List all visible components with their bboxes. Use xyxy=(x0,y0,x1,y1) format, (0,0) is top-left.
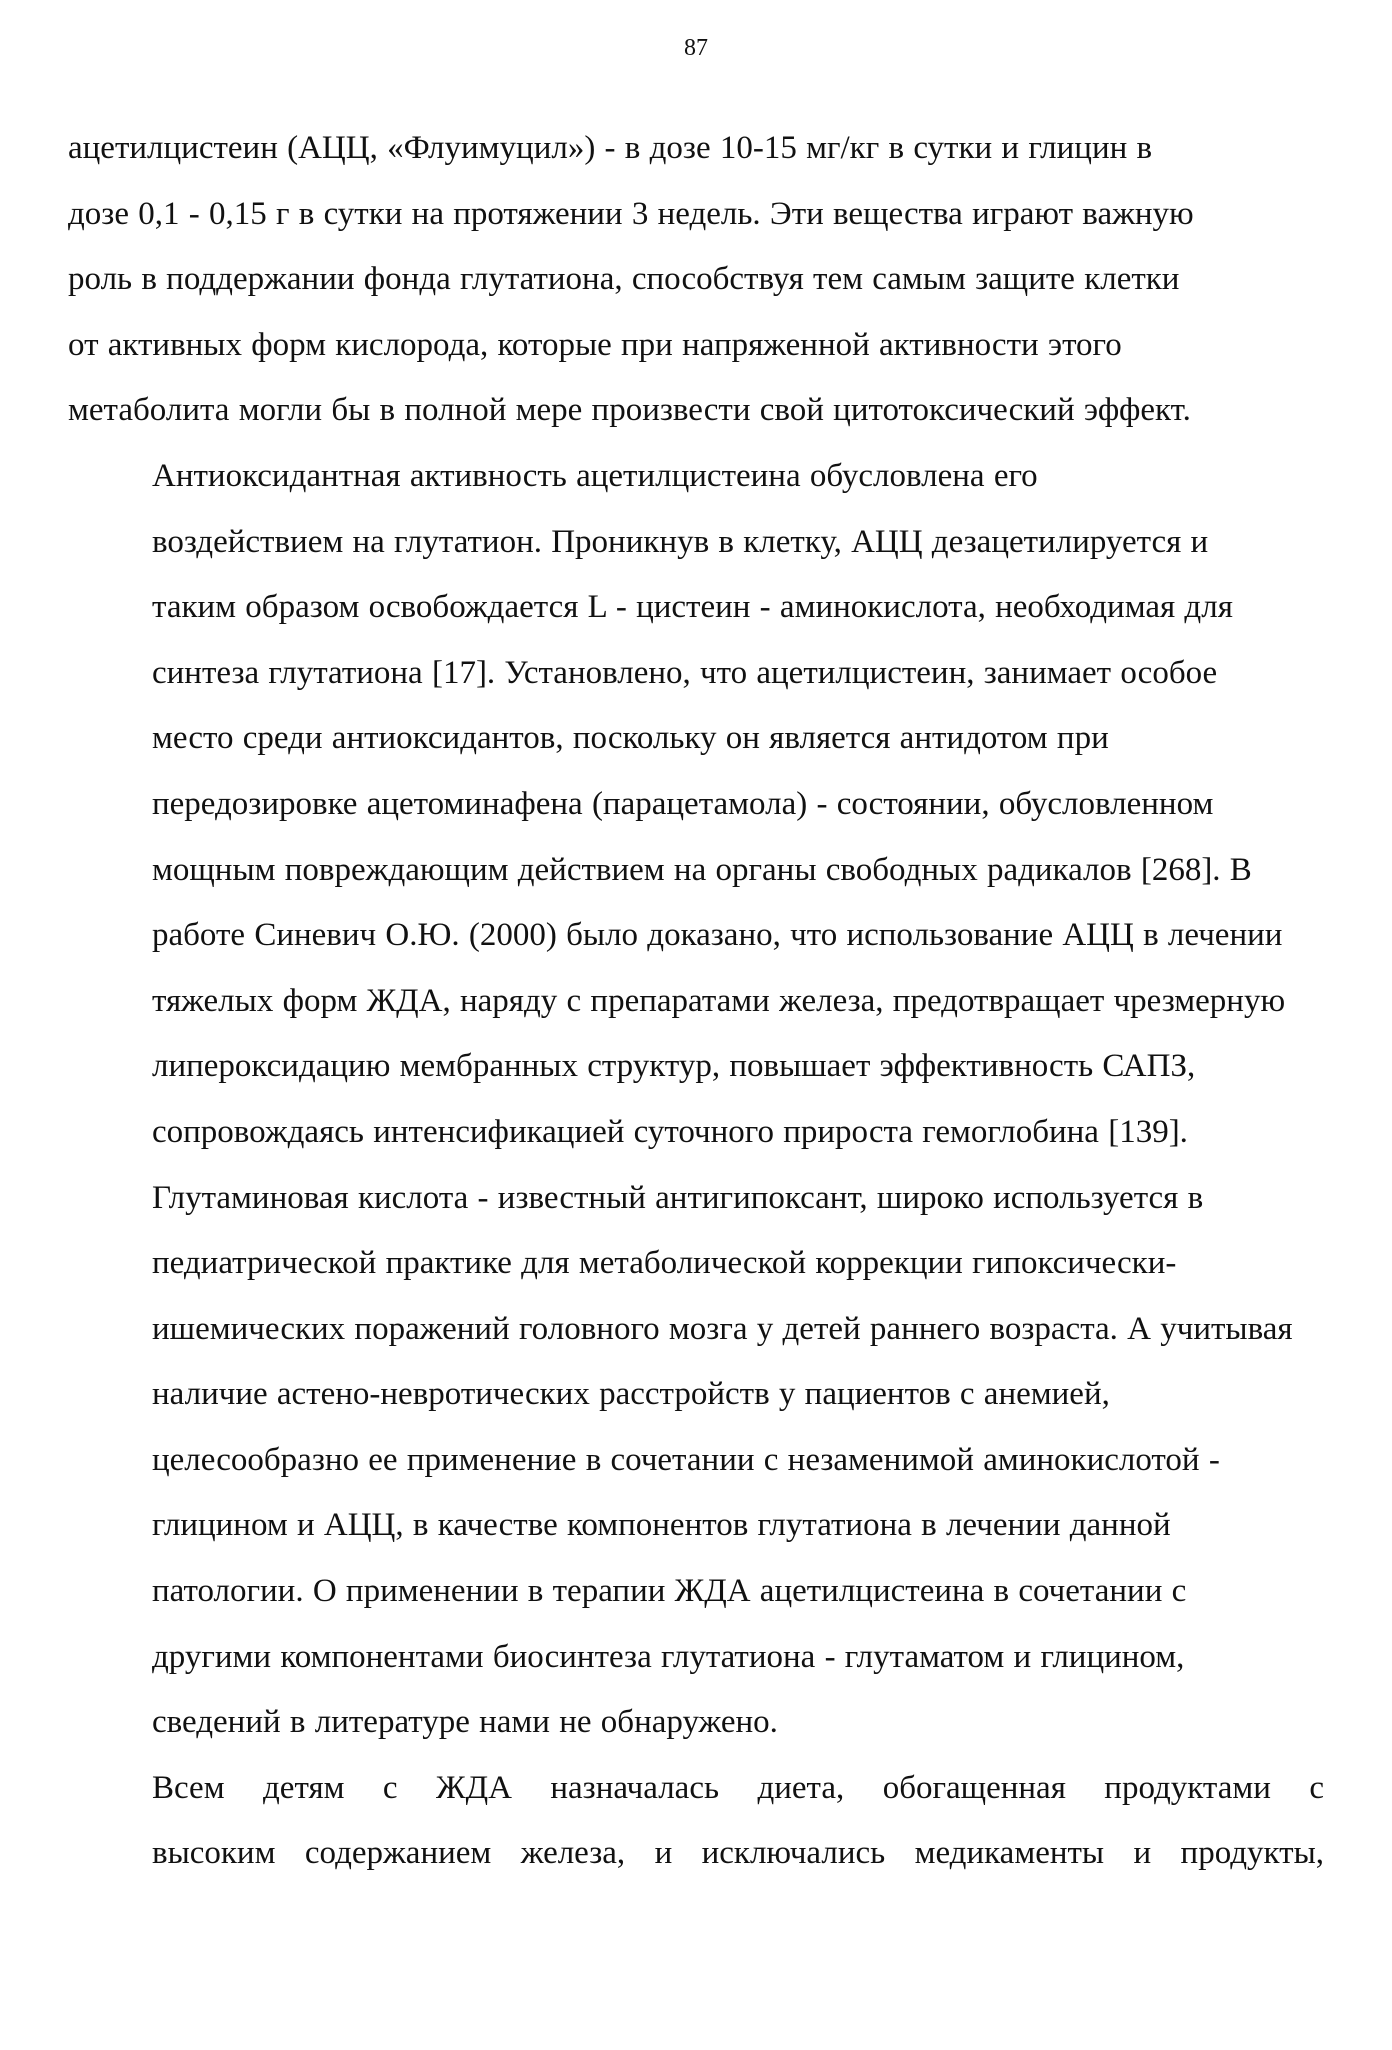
text-line: от активных форм кислорода, которые при напряженной активности этого xyxy=(68,326,1122,363)
paragraph-acetylcysteine-dosage xyxy=(68,116,1324,444)
text-line: роль в поддержании фонда глутатиона, способствуя тем самым защите клетки xyxy=(68,261,1180,298)
page-body xyxy=(68,116,1324,1887)
text-line: ишемических поражений головного мозга у детей раннего возраста. А учитывая xyxy=(152,1310,1293,1347)
text-line: наличие астено-невротических расстройств у пациентов с анемией, xyxy=(152,1376,1110,1413)
text-line: дозе 0,1 - 0,15 г в сутки на протяжении 3 недель. Эти вещества играют важную xyxy=(68,195,1194,232)
text-line: место среди антиоксидантов, поскольку он является антидотом при xyxy=(152,720,1109,757)
text-line: Всем детям с ЖДА назначалась диета, обогащенная продуктами с xyxy=(152,1769,1324,1806)
text-line: тяжелых форм ЖДА, наряду с препаратами железа, предотвращает чрезмерную xyxy=(152,982,1286,1019)
text-line: Антиоксидантная активность ацетилцистеина обусловлена его xyxy=(152,457,1038,494)
text-line: патологии. О применении в терапии ЖДА ацетилцистеина в сочетании с xyxy=(152,1573,1187,1610)
text-line: таким образом освобождается L - цистеин - аминокислота, необходимая для xyxy=(152,589,1233,626)
text-line: мощным повреждающим действием на органы свободных радикалов [268]. В xyxy=(152,851,1252,888)
text-line: передозировке ацетоминафена (парацетамола) - состоянии, обусловленном xyxy=(152,785,1214,822)
paragraph-iron-diet xyxy=(68,1756,1324,1887)
text-line: высоким содержанием железа, и исключались медикаменты и продукты, xyxy=(152,1835,1324,1872)
text-line: воздействием на глутатион. Проникнув в клетку, АЦЦ дезацетилируется и xyxy=(152,523,1209,560)
paragraph-glutamic-acid xyxy=(68,1166,1324,1756)
text-line: метаболита могли бы в полной мере произвести свой цитотоксический эффект. xyxy=(68,392,1191,429)
text-line: глицином и АЦЦ, в качестве компонентов глутатиона в лечении данной xyxy=(152,1507,1171,1544)
text-line: работе Синевич О.Ю. (2000) было доказано, что использование АЦЦ в лечении xyxy=(152,917,1283,954)
text-line: сопровождаясь интенсификацией суточного прироста гемоглобина [139]. xyxy=(152,1113,1188,1150)
text-line: другими компонентами биосинтеза глутатиона - глутаматом и глицином, xyxy=(152,1638,1185,1675)
text-line: липероксидацию мембранных структур, повышает эффективность САПЗ, xyxy=(152,1048,1196,1085)
text-line: педиатрической практике для метаболической коррекции гипоксически- xyxy=(152,1245,1177,1282)
page-number: 87 xyxy=(684,35,708,61)
text-line: Глутаминовая кислота - известный антигипоксант, широко используется в xyxy=(152,1179,1204,1216)
text-line: сведений в литературе нами не обнаружено. xyxy=(152,1704,778,1741)
text-line: ацетилцистеин (АЦЦ, «Флуимуцил») - в дозе 10-15 мг/кг в сутки и глицин в xyxy=(68,130,1153,166)
text-line: целесообразно ее применение в сочетании с незаменимой аминокислотой - xyxy=(152,1441,1220,1478)
paragraph-antioxidant-activity xyxy=(68,444,1324,1166)
text-line: синтеза глутатиона [17]. Установлено, что ацетилцистеин, занимает особое xyxy=(152,654,1218,691)
